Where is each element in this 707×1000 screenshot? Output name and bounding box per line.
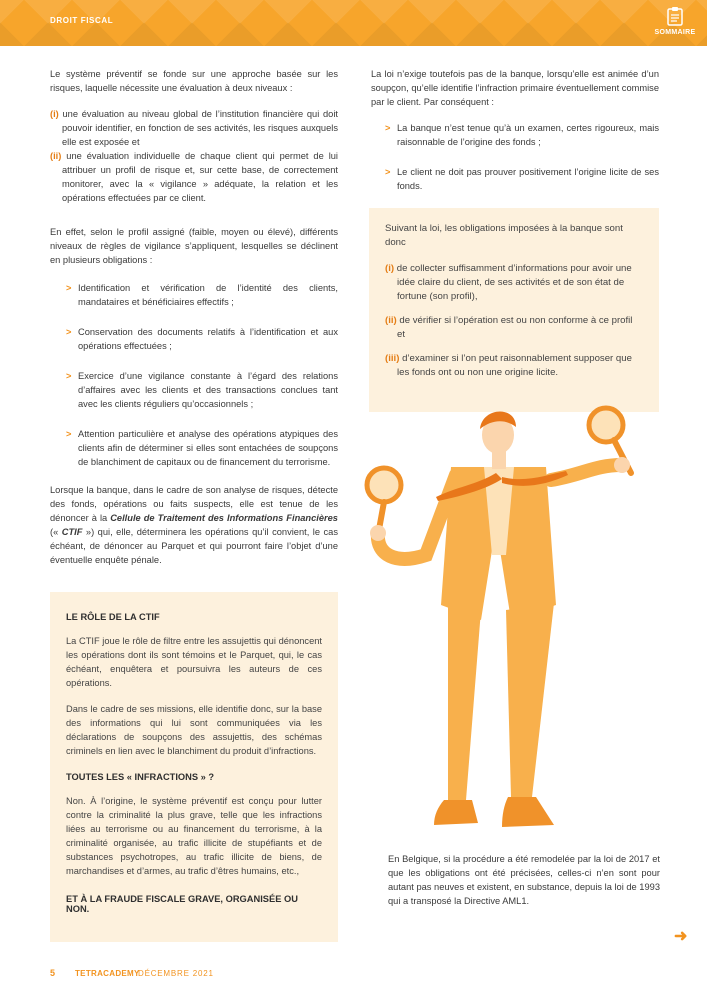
sommaire-label: SOMMAIRE [654,29,696,36]
text-run: ») qui, elle, déterminera les opérations qu’il convient, le cas échéant, de dénoncer au Parquet et qui pourront faire l’objet d’une éventuelle enquête pénale. [50,527,338,565]
right-intro-paragraph: La loi n’exige toutefois pas de la banque, lorsqu’elle est animée d’un soupçon, qu’elle identifie l’infraction primaire éventuellement commise par le client. Par conséquent : [371,69,659,107]
closing-paragraph-container [388,852,660,908]
header-band [0,0,707,46]
text-run: (« [50,527,62,537]
list-number: (ii) [385,315,397,326]
ctif-abbr: CTIF [61,527,83,537]
issue-date: DÉCEMBRE 2021 [138,969,214,978]
list-item: > Le client ne doit pas prouver positivement l’origine licite de ses fonds. [397,165,659,193]
box-paragraph: La CTIF joue le rôle de filtre entre les assujettis qui dénoncent les opérations dont ils sont témoins et le Parquet, qui, le cas échéant, enquêtera et poursuivra les auteurs de ces opérations. [66,636,322,688]
box-conclusion: ET À LA FRAUDE FISCALE GRAVE, ORGANISÉE OU NON. [66,894,298,914]
box-paragraph: Dans le cadre de ses missions, elle identifie donc, sur la base des informations qui lui sont communiquées via les déclarations de soupçons des assujettis, des schémas criminels en lien avec le blanchiment du produit d’infractions. [66,704,322,756]
clipboard-icon [667,6,683,26]
list-item [385,352,643,380]
list-text: de vérifier si l’opération est ou non conforme à ce profil et [397,315,633,340]
arrow-right-icon[interactable]: ➜ [674,928,688,945]
list-item: > Attention particulière et analyse des opérations atypiques des clients afin de déterminer si elles sont entachées de soupçons de blanchiment de capitaux ou de financement du terrorisme. [78,427,338,469]
box-paragraph: Non. À l’origine, le système préventif est conçu pour lutter contre la criminalité la plus grave, telle que les infractions liées au terrorisme ou au financement du terrorisme, à la criminalité organisée, au trafic illicite de stupéfiants et de substances psychotropes, au trafic illicite de biens, de marchandises et d’armes, au trafic d’êtres humains, etc., [66,796,322,876]
list-item: > Conservation des documents relatifs à l’identification et aux opérations effectuées ; [78,325,338,353]
ctif-paragraph [50,483,338,567]
list-item [50,107,338,149]
list-number: (ii) [50,151,62,161]
intro-paragraph: Le système préventif se fonde sur une approche basée sur les risques, laquelle nécessite une évaluation à deux niveaux : [50,69,338,93]
box-list [385,262,643,380]
closing-paragraph: En Belgique, si la procédure a été remodelée par la loi de 2017 et que les obligations ont été précisées, celles-ci n’en sont pour autant pas neuves et existent, en substance, depuis la loi de 1993 qui a transposé la Directive AML1. [388,854,660,906]
box-intro: Suivant la loi, les obligations imposées à la banque sont donc [385,223,623,248]
right-column [371,67,659,209]
evaluation-levels-list [50,107,338,205]
box-title: LE RÔLE DE LA CTIF [66,612,160,622]
list-item: > Identification et vérification de l’identité des clients, mandataires et bénéficiaires effectifs ; [78,281,338,309]
section-label: DROIT FISCAL [50,16,114,25]
list-text: de collecter suffisamment d’informations pour avoir une idée claire du client, de ses activités et de son état de fortune (son profil), [396,263,632,302]
list-number: (iii) [385,353,400,364]
list-text: une évaluation individuelle de chaque client qui permet de lui attribuer un profil de risque et, sur cette base, de correctement monitorer, avec la « vigilance » adéquate, la relation et les opérations effectuées par ce client. [62,151,338,203]
sommaire-button[interactable] [649,6,701,36]
obligations-box [369,208,659,412]
list-item: > Exercice d’une vigilance constante à l’égard des relations d’affaires avec les clients et des transactions conclues tant avec les clients réguliers qu’occasionnels ; [78,369,338,411]
left-column [50,67,338,567]
logo-text: TETRACADEMY [75,969,140,978]
list-number: (i) [385,263,395,274]
obligations-list [50,281,338,469]
box-subtitle: TOUTES LES « INFRACTIONS » ? [66,772,215,782]
list-item [385,314,643,342]
ctif-role-box [50,592,338,942]
page-number: 5 [50,968,56,978]
man-with-magnifying-glasses-icon [356,405,656,847]
list-text: d’examiner si l’on peut raisonnablement supposer que les fonds ont ou non une origine licite. [397,353,632,378]
list-item [50,149,338,205]
ctif-name: Cellule de Traitement des Informations Financières [110,513,338,523]
consequences-list [371,121,659,193]
text-run: Lorsque la banque, dans le cadre de son analyse de risques, détecte des fonds, opérations ou faits suspects, elle est tenue de les dénoncer à la [50,485,338,523]
list-number: (i) [50,109,59,119]
tetracademy-logo [75,963,145,985]
list-item: > La banque n’est tenue qu’à un examen, certes rigoureux, mais raisonnable de l’origine des fonds ; [397,121,659,149]
vigilance-paragraph: En effet, selon le profil assigné (faible, moyen ou élevé), différents niveaux de règles de vigilance s’appliquent, lesquelles se déclinent en plusieurs obligations : [50,227,338,265]
list-item [385,262,643,304]
list-text: une évaluation au niveau global de l’institution financière qui doit pouvoir identifier, en fonction de ses activités, les risques auxquels elle est exposée et [62,109,338,147]
